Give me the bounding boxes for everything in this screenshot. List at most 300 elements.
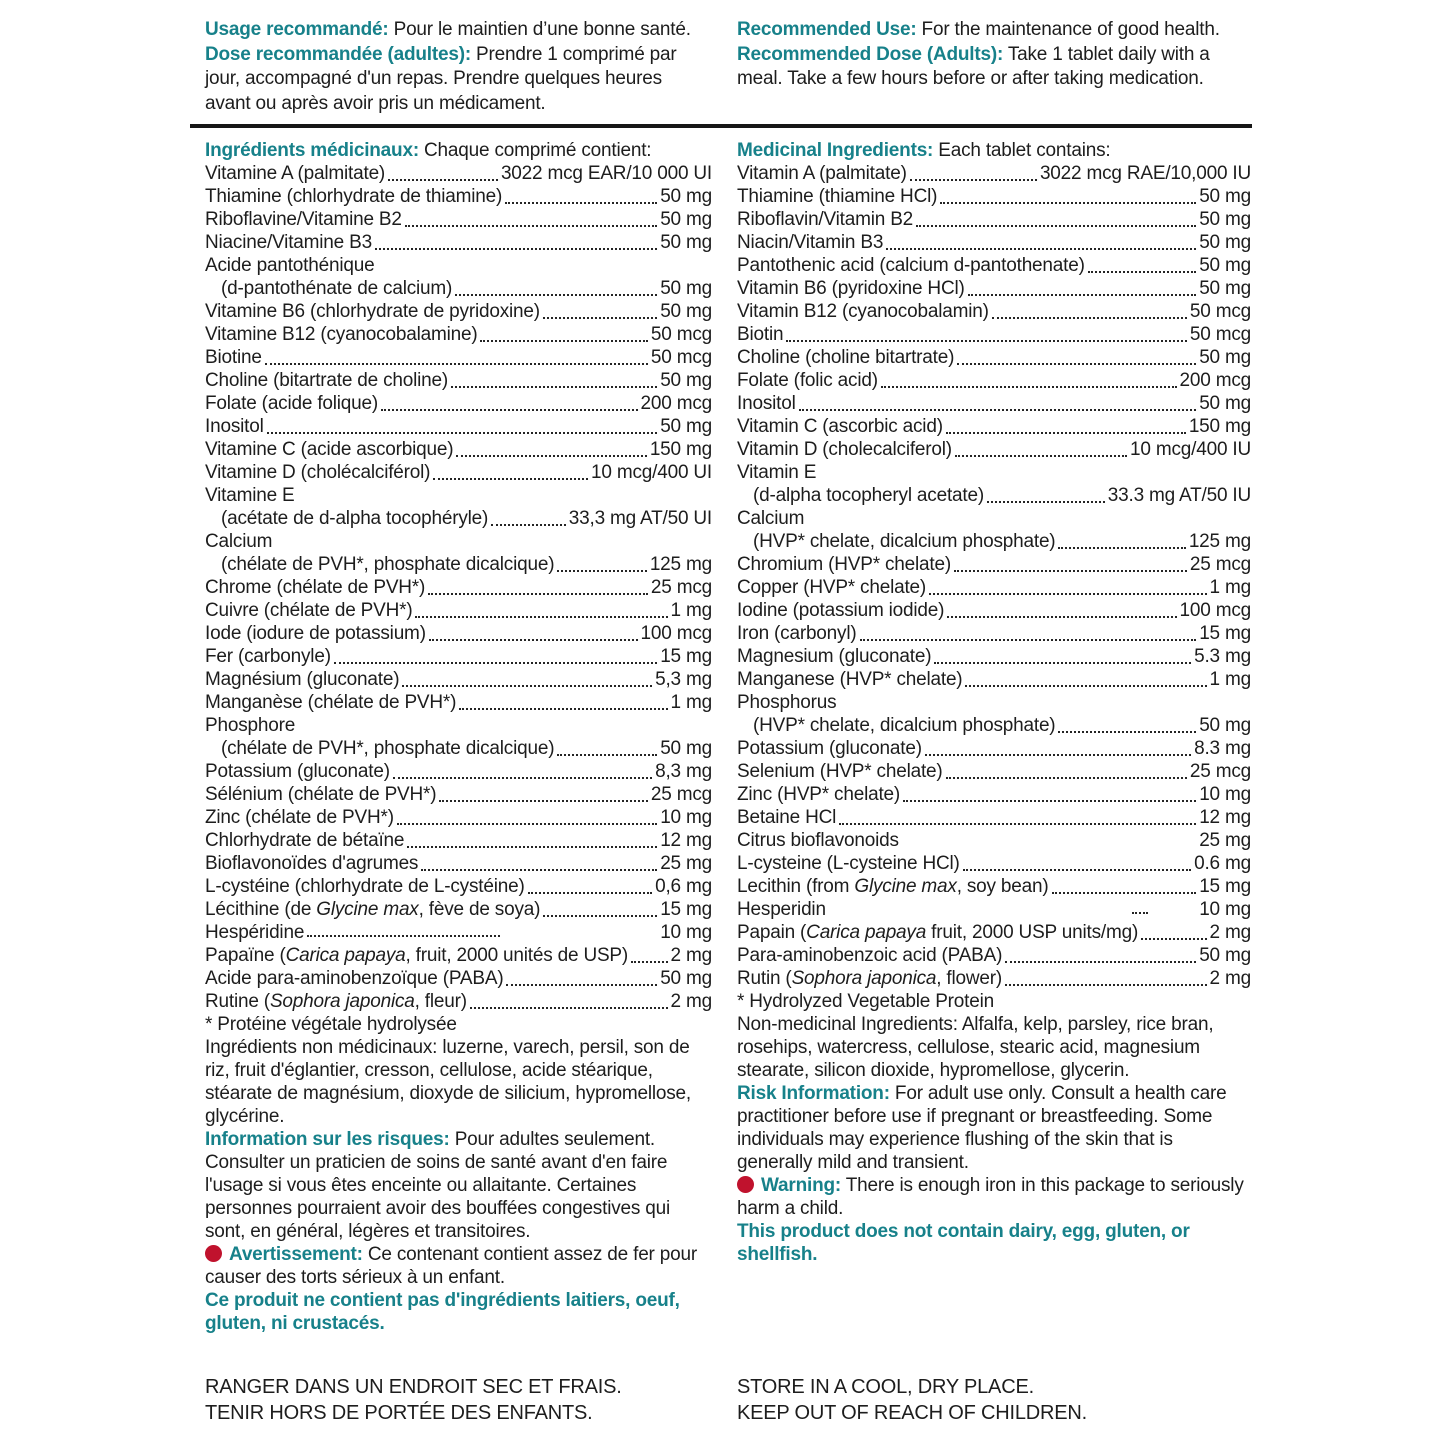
ingredient-value: 50 mcg xyxy=(1189,301,1251,322)
fr-warning-label: Avertissement: xyxy=(229,1244,363,1265)
ingredient-row xyxy=(737,392,1251,415)
ingredient-row xyxy=(737,461,1251,484)
species-name: Sophora japonica xyxy=(269,991,415,1012)
ingredient-row xyxy=(737,645,1251,668)
ingredient-row xyxy=(205,254,712,277)
ingredient-name: Vitamine A (palmitate) xyxy=(205,163,386,184)
ingredient-value: 1 mg xyxy=(1209,577,1251,598)
ingredient-row xyxy=(737,300,1251,323)
ingredient-name: Betaine HCl xyxy=(737,807,837,828)
dot-leader xyxy=(1052,892,1197,894)
ingredient-value: 12 mg xyxy=(1199,807,1251,828)
en-ingredients-section xyxy=(737,139,1251,1266)
species-name: Sophora japonica xyxy=(791,968,937,989)
dot-leader xyxy=(402,685,652,687)
ingredient-row xyxy=(205,668,712,691)
ingredient-name xyxy=(205,898,540,921)
dot-leader xyxy=(429,639,638,641)
ingredient-row xyxy=(205,530,712,553)
ingredient-name: L-cystéine (chlorhydrate de L-cystéine) xyxy=(205,876,525,897)
ingredient-value: 12 mg xyxy=(660,830,712,851)
en-usage-section xyxy=(737,18,1251,92)
ingredient-name: Fer (carbonyle) xyxy=(205,646,331,667)
dot-leader xyxy=(799,409,1197,411)
warning-dot-icon xyxy=(737,1176,754,1193)
ingredient-value: 1 mg xyxy=(670,692,712,713)
en-usage-text: For the maintenance of good health. xyxy=(916,19,1220,40)
ingredient-name: (acétate de d-alpha tocophéryle) xyxy=(221,508,489,529)
ingredient-name: Riboflavine/Vitamine B2 xyxy=(205,209,402,230)
ingredient-name: Folate (folic acid) xyxy=(737,370,878,391)
ingredient-value: 50 mg xyxy=(1199,347,1251,368)
ingredient-row xyxy=(737,875,1251,898)
dot-leader xyxy=(470,1007,668,1009)
ingredient-name: Zinc (chélate de PVH*) xyxy=(205,807,394,828)
ingredient-row xyxy=(205,185,712,208)
ingredient-name-part: Lecithin (from xyxy=(737,876,855,897)
ingredient-name: Inositol xyxy=(205,416,264,437)
ingredient-name: Hesperidin xyxy=(737,899,826,920)
dot-leader xyxy=(267,432,658,434)
ingredient-name xyxy=(737,921,1138,944)
ingredient-row xyxy=(737,576,1251,599)
dot-leader xyxy=(397,823,657,825)
ingredient-value: 2 mg xyxy=(1209,922,1251,943)
dot-leader xyxy=(940,202,1196,204)
ingredient-row xyxy=(737,967,1251,990)
fr-risk-label: Information sur les risques: xyxy=(205,1129,450,1150)
ingredient-name: Calcium xyxy=(205,531,273,552)
fr-ingredient-list xyxy=(205,162,712,1036)
ingredient-value: 100 mcg xyxy=(640,623,712,644)
ingredient-value: 1 mg xyxy=(670,600,712,621)
en-risk-text: For adult use only. Consult a health care practitioner before use if pregnant or breastfeeding. Some individuals may experience flushing of the skin that is generally mild and transient. xyxy=(737,1083,1227,1173)
fr-risk-text: Pour adultes seulement. Consulter un praticien de soins de santé avant d'en faire l'usage si vous êtes enceinte ou allaitante. Certaines personnes pourraient avoir des bouffées congestives qui sont, en général, légères et transitoires. xyxy=(205,1129,671,1242)
dot-leader xyxy=(1005,984,1207,986)
ingredient-name: Magnésium (gluconate) xyxy=(205,669,400,690)
ingredient-row xyxy=(205,898,712,921)
dot-leader xyxy=(439,800,648,802)
ingredient-row xyxy=(737,737,1251,760)
fr-usage-text: Pour le maintien d’une bonne santé. xyxy=(388,19,691,40)
ingredient-value: 5.3 mg xyxy=(1194,646,1251,667)
en-storage-section xyxy=(737,1374,1087,1426)
en-non-medicinal: Non-medicinal Ingredients: Alfalfa, kelp, parsley, rice bran, rosehips, watercress, cellulose, stearic acid, magnesium stearate, silicon dioxide, hypromellose, glycerin. xyxy=(737,1014,1214,1081)
dot-leader xyxy=(505,202,657,204)
ingredient-name-part: Lécithine (de xyxy=(205,899,317,920)
ingredient-name: Niacin/Vitamin B3 xyxy=(737,232,884,253)
ingredient-row xyxy=(737,484,1251,507)
ingredient-name: Thiamine (thiamine HCl) xyxy=(737,186,938,207)
ingredient-row xyxy=(737,714,1251,737)
ingredient-name: Vitamin B6 (pyridoxine HCl) xyxy=(737,278,965,299)
ingredient-value: 33,3 mg AT/50 UI xyxy=(568,508,712,529)
dot-leader xyxy=(968,294,1197,296)
dot-leader xyxy=(1141,938,1206,940)
en-warning xyxy=(737,1174,1251,1220)
divider-rule xyxy=(190,124,1252,128)
dot-leader xyxy=(965,685,1206,687)
ingredient-value: 10 mg xyxy=(660,807,712,828)
ingredient-name: Acide para-aminobenzoïque (PABA) xyxy=(205,968,504,989)
ingredient-row xyxy=(737,622,1251,645)
ingredient-row xyxy=(205,967,712,990)
dot-leader xyxy=(405,225,657,227)
ingredient-row xyxy=(737,507,1251,530)
ingredient-row xyxy=(205,392,712,415)
ingredient-name: Potassium (gluconate) xyxy=(737,738,922,759)
ingredient-value: 25 mg xyxy=(1199,830,1251,851)
ingredient-name: Manganese (HVP* chelate) xyxy=(737,669,963,690)
ingredient-name xyxy=(205,944,628,967)
ingredient-row xyxy=(737,553,1251,576)
ingredient-value: 50 mg xyxy=(660,232,712,253)
dot-leader xyxy=(881,386,1177,388)
ingredient-value: 50 mg xyxy=(660,370,712,391)
ingredient-name: Vitamin C (ascorbic acid) xyxy=(737,416,943,437)
ingredient-name: Iode (iodure de potassium) xyxy=(205,623,426,644)
ingredient-value: 50 mg xyxy=(660,738,712,759)
ingredient-row xyxy=(737,369,1251,392)
ingredient-value: 50 mg xyxy=(1199,255,1251,276)
dot-leader xyxy=(1058,547,1185,549)
dot-leader xyxy=(839,823,1196,825)
en-warning-text: There is enough iron in this package to seriously harm a child. xyxy=(737,1175,1244,1219)
ingredient-value: 50 mcg xyxy=(650,347,712,368)
ingredient-name: Folate (acide folique) xyxy=(205,393,379,414)
dot-leader xyxy=(421,869,657,871)
ingredient-name: (HVP* chelate, dicalcium phosphate) xyxy=(753,531,1056,552)
dot-leader xyxy=(407,846,657,848)
dot-leader xyxy=(557,754,657,756)
fr-ingredients-section xyxy=(205,139,712,1335)
ingredient-row xyxy=(205,277,712,300)
dot-leader xyxy=(946,777,1187,779)
ingredient-row xyxy=(737,185,1251,208)
ingredient-value: 50 mg xyxy=(660,416,712,437)
ingredient-row xyxy=(737,599,1251,622)
ingredient-value: 50 mg xyxy=(660,301,712,322)
ingredient-name-part: , fruit, 2000 unités de USP) xyxy=(405,945,629,966)
ingredient-value: 8,3 mg xyxy=(655,761,712,782)
dot-leader xyxy=(528,892,653,894)
dot-leader xyxy=(506,984,657,986)
ingredient-name: Vitamin D (cholecalciferol) xyxy=(737,439,952,460)
ingredient-row xyxy=(737,231,1251,254)
ingredient-row xyxy=(205,231,712,254)
dot-leader xyxy=(491,524,566,526)
ingredient-row xyxy=(737,806,1251,829)
species-name: Carica papaya xyxy=(285,945,406,966)
ingredient-name: Choline (choline bitartrate) xyxy=(737,347,955,368)
ingredient-row xyxy=(737,208,1251,231)
dot-leader xyxy=(428,593,648,595)
ingredient-name: Pantothenic acid (calcium d-pantothenate) xyxy=(737,255,1085,276)
dot-leader xyxy=(631,961,668,963)
ingredient-name: (chélate de PVH*, phosphate dicalcique) xyxy=(221,738,555,759)
ingredient-row xyxy=(737,162,1251,185)
fr-warning xyxy=(205,1243,712,1289)
ingredient-value: 25 mg xyxy=(660,853,712,874)
ingredient-name: Selenium (HVP* chelate) xyxy=(737,761,943,782)
ingredient-name: Zinc (HVP* chelate) xyxy=(737,784,901,805)
fr-storage-line-1: RANGER DANS UN ENDROIT SEC ET FRAIS. xyxy=(205,1376,622,1398)
dot-leader xyxy=(433,478,588,480)
ingredient-value: 25 mcg xyxy=(650,784,712,805)
en-storage-line-1: STORE IN A COOL, DRY PLACE. xyxy=(737,1376,1034,1398)
ingredient-name: Thiamine (chlorhydrate de thiamine) xyxy=(205,186,503,207)
species-name: Glycine max xyxy=(854,876,957,897)
ingredient-row xyxy=(205,691,712,714)
ingredient-value: 0.6 mg xyxy=(1194,853,1251,874)
ingredient-value: 10 mcg/400 UI xyxy=(591,462,712,483)
ingredient-row xyxy=(205,829,712,852)
ingredient-name-part: Papain ( xyxy=(737,922,807,943)
ingredient-row xyxy=(737,277,1251,300)
ingredient-row xyxy=(737,760,1251,783)
ingredient-name: L-cysteine (L-cysteine HCl) xyxy=(737,853,960,874)
ingredient-row xyxy=(205,323,712,346)
ingredient-value: 125 mg xyxy=(1188,531,1251,552)
fr-medicinal-label: Ingrédients médicinaux: xyxy=(205,140,419,161)
dot-leader xyxy=(910,179,1037,181)
dot-leader xyxy=(265,363,648,365)
ingredient-value: 50 mg xyxy=(660,968,712,989)
ingredient-value: 50 mg xyxy=(1199,945,1251,966)
ingredient-row xyxy=(737,691,1251,714)
ingredient-row xyxy=(205,162,712,185)
ingredient-name-part: fruit, 2000 USP units/mg) xyxy=(926,922,1139,943)
ingredient-row xyxy=(737,438,1251,461)
dot-leader xyxy=(451,386,657,388)
ingredient-value: 15 mg xyxy=(1199,876,1251,897)
ingredient-name: Phosphore xyxy=(205,715,296,736)
dot-leader xyxy=(480,340,647,342)
ingredient-name: Niacine/Vitamine B3 xyxy=(205,232,372,253)
ingredient-name: Choline (bitartrate de choline) xyxy=(205,370,449,391)
dot-leader xyxy=(456,455,646,457)
dot-leader xyxy=(393,777,652,779)
fr-risk-info xyxy=(205,1128,712,1243)
ingredient-row xyxy=(205,714,712,737)
ingredient-value: 10 mcg/400 IU xyxy=(1130,439,1251,460)
dot-leader xyxy=(543,317,657,319)
ingredient-name: Chromium (HVP* chelate) xyxy=(737,554,951,575)
ingredient-row xyxy=(737,346,1251,369)
ingredient-value: 100 mcg xyxy=(1179,600,1251,621)
fr-storage-section xyxy=(205,1374,622,1426)
ingredient-row xyxy=(205,300,712,323)
fr-allergen-statement: Ce produit ne contient pas d'ingrédients laitiers, oeuf, gluten, ni crustacés. xyxy=(205,1290,680,1334)
ingredient-value: 15 mg xyxy=(1199,623,1251,644)
ingredient-name: Riboflavin/Vitamin B2 xyxy=(737,209,914,230)
ingredient-name: (HVP* chelate, dicalcium phosphate) xyxy=(753,715,1056,736)
ingredient-value: 50 mg xyxy=(1199,715,1251,736)
ingredient-row xyxy=(737,668,1251,691)
ingredient-row xyxy=(205,760,712,783)
ingredient-value: 15 mg xyxy=(660,646,712,667)
dot-leader xyxy=(929,593,1206,595)
ingredient-value: 50 mg xyxy=(660,209,712,230)
ingredient-value: 50 mg xyxy=(1199,278,1251,299)
dot-leader xyxy=(381,409,637,411)
ingredient-value: 2 mg xyxy=(670,945,712,966)
en-warning-label: Warning: xyxy=(761,1175,842,1196)
ingredient-row xyxy=(737,829,1251,852)
ingredient-name: Inositol xyxy=(737,393,796,414)
ingredient-value: 50 mcg xyxy=(1189,324,1251,345)
ingredient-value: 50 mg xyxy=(660,278,712,299)
ingredient-name-part: Rutin ( xyxy=(737,968,792,989)
dot-leader xyxy=(786,340,1187,342)
dot-leader xyxy=(459,708,667,710)
ingredient-name: Cuivre (chélate de PVH*) xyxy=(205,600,413,621)
dot-leader xyxy=(557,570,646,572)
fr-dose-text: Prendre 1 comprimé par jour, accompagné d'un repas. Prendre quelques heures avant ou après avoir pris un médicament. xyxy=(205,43,677,114)
fr-usage-section xyxy=(205,18,712,116)
en-risk-info xyxy=(737,1082,1251,1174)
dot-leader xyxy=(334,662,657,664)
ingredient-row xyxy=(205,921,712,944)
ingredient-name xyxy=(737,967,1002,990)
dot-leader xyxy=(954,570,1187,572)
ingredient-name: Sélénium (chélate de PVH*) xyxy=(205,784,437,805)
dot-leader xyxy=(375,248,657,250)
ingredient-name: Phosphorus xyxy=(737,692,837,713)
dot-leader xyxy=(963,869,1191,871)
ingredient-name: Vitamine E xyxy=(205,485,295,506)
en-usage-label: Recommended Use: xyxy=(737,19,917,40)
ingredient-row xyxy=(205,507,712,530)
fr-warning-text: Ce contenant contient assez de fer pour causer des torts sérieux à un enfant. xyxy=(205,1244,697,1288)
ingredient-name: Vitamine B6 (chlorhydrate de pyridoxine) xyxy=(205,301,540,322)
ingredient-value: 1 mg xyxy=(1209,669,1251,690)
ingredient-row xyxy=(205,576,712,599)
ingredient-name: Hespéridine xyxy=(205,922,305,943)
species-name: Carica papaya xyxy=(806,922,927,943)
ingredient-name: Chrome (chélate de PVH*) xyxy=(205,577,426,598)
dot-leader xyxy=(1005,961,1196,963)
ingredient-name: Iodine (potassium iodide) xyxy=(737,600,945,621)
dot-leader xyxy=(1058,731,1196,733)
ingredient-row xyxy=(737,415,1251,438)
ingredient-value: 50 mcg xyxy=(650,324,712,345)
ingredient-name: (chélate de PVH*, phosphate dicalcique) xyxy=(221,554,555,575)
ingredient-name-part: , soy bean) xyxy=(956,876,1049,897)
ingredient-name: Acide pantothénique xyxy=(205,255,375,276)
dot-leader xyxy=(543,915,657,917)
ingredient-name: Citrus bioflavonoids xyxy=(737,830,899,851)
dot-leader xyxy=(916,225,1196,227)
ingredient-name-part: Rutine ( xyxy=(205,991,270,1012)
fr-storage-line-2: TENIR HORS DE PORTÉE DES ENFANTS. xyxy=(205,1402,593,1424)
ingredient-name-part: Papaïne ( xyxy=(205,945,286,966)
dot-leader xyxy=(1088,271,1196,273)
ingredient-value: 25 mcg xyxy=(1189,761,1251,782)
ingredient-value: 25 mcg xyxy=(650,577,712,598)
species-name: Glycine max xyxy=(316,899,419,920)
ingredient-name: Vitamine B12 (cyanocobalamine) xyxy=(205,324,478,345)
ingredient-row xyxy=(205,852,712,875)
fr-medicinal-header xyxy=(205,139,712,162)
ingredient-name: (d-alpha tocopheryl acetate) xyxy=(753,485,984,506)
ingredient-row xyxy=(205,346,712,369)
ingredient-row xyxy=(205,369,712,392)
ingredient-row xyxy=(205,484,712,507)
ingredient-name: Bioflavonoïdes d'agrumes xyxy=(205,853,419,874)
ingredient-value: 25 mcg xyxy=(1189,554,1251,575)
ingredient-row xyxy=(737,254,1251,277)
ingredient-value: 50 mg xyxy=(660,186,712,207)
dot-leader xyxy=(934,662,1191,664)
ingredient-name: Biotin xyxy=(737,324,784,345)
ingredient-value: 10 mg xyxy=(660,922,712,943)
ingredient-row xyxy=(205,783,712,806)
ingredient-name: Manganèse (chélate de PVH*) xyxy=(205,692,457,713)
ingredient-name: * Hydrolyzed Vegetable Protein xyxy=(737,991,994,1012)
dot-leader xyxy=(455,294,657,296)
ingredient-row xyxy=(737,852,1251,875)
ingredient-name: Magnesium (gluconate) xyxy=(737,646,932,667)
ingredient-row xyxy=(205,415,712,438)
ingredient-value: 50 mg xyxy=(1199,186,1251,207)
dot-leader xyxy=(903,800,1196,802)
ingredient-value: 8.3 mg xyxy=(1194,738,1251,759)
en-medicinal-intro: Each tablet contains: xyxy=(933,140,1111,161)
dot-leader xyxy=(925,754,1191,756)
en-dose-text: Take 1 tablet daily with a meal. Take a few hours before or after taking medication. xyxy=(737,43,1210,89)
ingredient-row xyxy=(205,599,712,622)
ingredient-value: 33.3 mg AT/50 IU xyxy=(1107,485,1251,506)
ingredient-value: 15 mg xyxy=(660,899,712,920)
ingredient-row xyxy=(737,898,1251,921)
ingredient-name: (d-pantothénate de calcium) xyxy=(221,278,453,299)
ingredient-value: 50 mg xyxy=(1199,393,1251,414)
ingredient-row xyxy=(737,323,1251,346)
warning-dot-icon xyxy=(205,1245,222,1262)
ingredient-value: 10 mg xyxy=(1199,899,1251,920)
ingredient-row xyxy=(205,553,712,576)
fr-non-medicinal: Ingrédients non médicinaux: luzerne, varech, persil, son de riz, fruit d'églantier, cresson, cellulose, acide stéarique, stéarate de magnésium, dioxyde de silicium, hypromellose, glycérine. xyxy=(205,1037,692,1127)
dot-leader xyxy=(955,455,1127,457)
ingredient-row xyxy=(205,806,712,829)
ingredient-name-part: , flower) xyxy=(936,968,1003,989)
ingredient-name: Para-aminobenzoic acid (PABA) xyxy=(737,945,1003,966)
ingredient-name xyxy=(205,990,467,1013)
dot-leader xyxy=(947,616,1176,618)
ingredient-value: 125 mg xyxy=(649,554,712,575)
fr-medicinal-intro: Chaque comprimé contient: xyxy=(418,140,652,161)
ingredient-row xyxy=(205,944,712,967)
en-ingredient-list xyxy=(737,162,1251,1013)
ingredient-name: Vitamin B12 (cyanocobalamin) xyxy=(737,301,989,322)
ingredient-name: Copper (HVP* chelate) xyxy=(737,577,927,598)
dot-leader xyxy=(388,179,498,181)
ingredient-row xyxy=(205,461,712,484)
ingredient-name: Calcium xyxy=(737,508,805,529)
ingredient-name-part: , fleur) xyxy=(414,991,467,1012)
dot-leader xyxy=(992,317,1187,319)
ingredient-name: Vitamin A (palmitate) xyxy=(737,163,907,184)
ingredient-row xyxy=(205,645,712,668)
ingredient-name xyxy=(737,875,1049,898)
en-storage-line-2: KEEP OUT OF REACH OF CHILDREN. xyxy=(737,1402,1087,1424)
ingredient-value: 0,6 mg xyxy=(655,876,712,897)
ingredient-value: 200 mcg xyxy=(640,393,712,414)
ingredient-name: Vitamine C (acide ascorbique) xyxy=(205,439,454,460)
ingredient-name: Vitamin E xyxy=(737,462,817,483)
ingredient-value: 200 mcg xyxy=(1179,370,1251,391)
